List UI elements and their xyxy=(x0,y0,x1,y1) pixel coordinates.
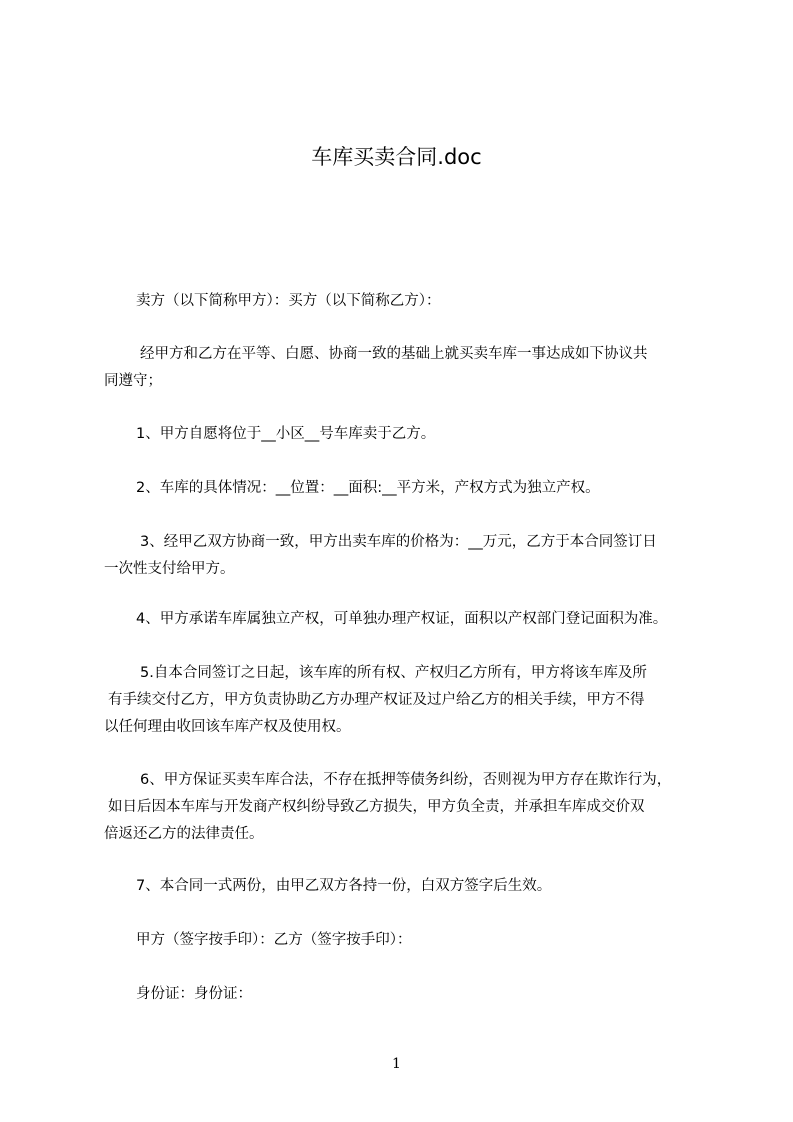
clause-6-line-3: 倍返还乙方的法律责任。 xyxy=(104,826,264,842)
clause-1 xyxy=(104,421,724,448)
clause-3-line-2: 一次性支付给甲方。 xyxy=(104,561,235,577)
clause-3-line-1: 3、经甲乙双方协商一致，甲方出卖车库的价格为：__万元，乙方于本合同签订日 xyxy=(140,534,657,550)
clause-4 xyxy=(104,606,724,633)
clause-7 xyxy=(104,873,724,900)
clause-3 xyxy=(104,529,724,583)
clause-5-line-3: 以任何理由收回该车库产权及使用权。 xyxy=(104,719,351,735)
parties-text: 卖方（以下简称甲方）：买方（以下简称乙方）： xyxy=(136,293,441,309)
signature-text: 甲方（签字按手印）：乙方（签字按手印）： xyxy=(136,932,412,948)
clause-5-line-2: 有手续交付乙方，甲方负责协助乙方办理产权证及过户给乙方的相关手续，甲方不得 xyxy=(108,692,645,708)
intro-paragraph xyxy=(104,341,724,395)
document-title: 车库买卖合同.doc xyxy=(311,145,482,169)
page-number: 1 xyxy=(392,1056,401,1072)
clause-6 xyxy=(104,767,724,848)
signature-line xyxy=(104,927,724,954)
intro-line-1: 经甲方和乙方在平等、白愿、协商一致的基础上就买卖车库一事达成如下协议共 xyxy=(140,346,648,362)
clause-6-line-1: 6、甲方保证买卖车库合法，不存在抵押等债务纠纷，否则视为甲方存在欺诈行为， xyxy=(140,772,672,788)
id-card-text: 身份证：身份证： xyxy=(136,986,252,1002)
clause-2-line-1: 2、车库的具体情况：__位置：__面积:__平方米，产权方式为独立产权。 xyxy=(136,480,600,496)
clause-5-line-1: 5.自本合同签订之日起，该车库的所有权、产权归乙方所有，甲方将该车库及所 xyxy=(140,665,647,681)
clause-2 xyxy=(104,475,724,502)
clause-6-line-2: 如日后因本车库与开发商产权纠纷导致乙方损失，甲方负全责，并承担车库成交价双 xyxy=(108,799,645,815)
parties-line xyxy=(104,288,756,315)
clause-5 xyxy=(104,660,724,741)
clause-7-line-1: 7、本合同一式两份，由甲乙双方各持一份，白双方签字后生效。 xyxy=(136,878,552,894)
intro-line-2: 同遵守； xyxy=(104,373,162,389)
clause-1-line-1: 1、甲方自愿将位于__小区__号车库卖于乙方。 xyxy=(136,426,436,442)
id-card-line xyxy=(104,981,724,1008)
clause-4-line-1: 4、甲方承诺车库属独立产权，可单独办理产权证，面积以产权部门登记面积为准。 xyxy=(136,611,668,627)
